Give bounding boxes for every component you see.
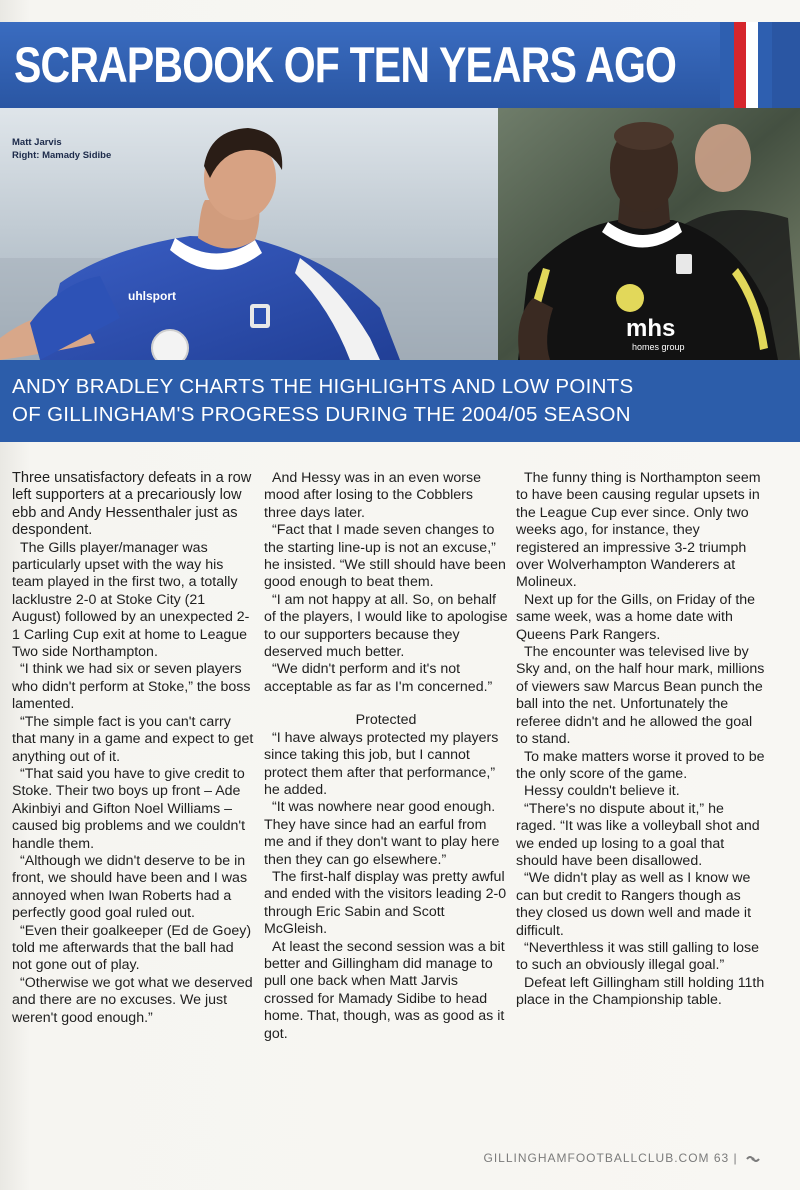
player-illustration-right	[498, 108, 800, 360]
footer-text: GILLINGHAMFOOTBALLCLUB.COM 63 |	[483, 1151, 738, 1165]
lead-paragraph: Three unsatisfactory defeats in a row left supporters at a precariously low ebb and Andy Hessenthaler just as despondent.	[12, 470, 252, 539]
shirt-sponsor-right: mhs	[626, 315, 676, 342]
paragraph: The funny thing is Northampton seem to have been causing regular upsets in the League Cup ever since. Only two weeks ago, for instance, they registered an impressive 3-2 triumph over Wolverhampton Wanderers at Molineux.	[516, 470, 761, 591]
paragraph: The encounter was televised live by Sky and, on the half hour mark, millions of viewers saw Marcus Bean punch the ball into the net. Unfortunately the referee didn't and he allowed the goal to stand.	[516, 644, 765, 748]
paragraph: “We didn't perform and it's not acceptable as far as I'm concerned.”	[264, 661, 493, 695]
paragraph: Hessy couldn't believe it.	[524, 783, 680, 800]
title-banner	[0, 22, 800, 108]
photo-caption	[12, 136, 111, 162]
photo-band	[0, 108, 800, 360]
paragraph: “We didn't play as well as I know we can but credit to Rangers though as they closed us down well and made it difficult.	[516, 870, 752, 939]
paragraph: “It was nowhere near good enough. They have since had an earful from me and if they don't want to play here then they can go elsewhere.”	[264, 799, 500, 868]
subtitle-band	[0, 360, 800, 442]
paragraph: “Although we didn't deserve to be in front, we should have been and I was annoyed when Iwan Roberts had a perfectly good goal ruled out.	[12, 852, 248, 922]
article-column-2	[264, 470, 508, 1043]
paragraph: “That said you have to give credit to Stoke. Their two boys up front – Ade Akinbiyi and Gifton Noel Williams – caused big problems and we couldn't handle them.	[12, 765, 246, 852]
photo-mamady-sidibe	[498, 108, 800, 360]
paragraph: “Even their goalkeeper (Ed de Goey) told me afterwards that the ball had not gone out of play.	[12, 922, 252, 974]
paragraph: At least the second session was a bit better and Gillingham did manage to pull one back when Matt Jarvis crossed for Mamady Sidibe to head home. That, though, was as good as it got.	[264, 938, 505, 1042]
paragraph: “The simple fact is you can't carry that many in a game and expect to get anything out of it.	[12, 713, 254, 765]
paragraph: “I am not happy at all. So, on behalf of the players, I would like to apologise to our supporters because they deserved much better.	[264, 591, 508, 661]
shirt-sponsor-left: uhlsport	[128, 289, 176, 303]
paragraph: “I have always protected my players since taking this job, but I cannot protect them after that performance,” he added.	[264, 729, 499, 798]
photo-matt-jarvis	[0, 108, 498, 360]
paragraph: “There's no dispute about it,” he raged. “It was like a volleyball shot and we ended up losing to a goal that should have been disallowed.	[516, 800, 760, 869]
page-title: SCRAPBOOK OF TEN YEARS AGO	[14, 37, 677, 93]
caption-line-2: Right: Mamady Sidibe	[12, 150, 112, 161]
subtitle-line-1: ANDY BRADLEY CHARTS THE HIGHLIGHTS AND LOW POINTS	[12, 375, 634, 398]
paragraph: The first-half display was pretty awful and ended with the visitors leading 2-0 through Eric Sabin and Scott McGleish.	[264, 868, 507, 938]
paragraph: “Otherwise we got what we deserved and there are no excuses. We just weren't good enough.”	[12, 974, 253, 1026]
paragraph: “Fact that I made seven changes to the starting line-up is not an excuse,” he insisted. “We still should have been good enough to beat them.	[264, 522, 506, 591]
paragraph: Next up for the Gills, on Friday of the same week, was a home date with Queens Park Rangers.	[516, 591, 756, 643]
caption-line-1: Matt Jarvis	[12, 137, 62, 148]
paragraph: “Neverthless it was still galling to lose to such an obviously illegal goal.”	[516, 939, 759, 974]
paragraph: Defeat left Gillingham still holding 11th place in the Championship table.	[516, 974, 765, 1009]
club-logo-icon	[746, 1154, 760, 1164]
club-stripes	[720, 22, 800, 108]
article-column-3	[516, 470, 766, 1010]
shirt-sponsor-right-sub: homes group	[632, 342, 685, 352]
paragraph: To make matters worse it proved to be the only score of the game.	[516, 748, 765, 782]
page-footer	[483, 1151, 760, 1165]
article-column-1	[12, 470, 256, 1027]
paragraph: The Gills player/manager was particularly upset with the way his team played in the first two, a totally lacklustre 2-0 at Stoke City (21 August) followed by an unexpected 2-1 Carling Cup exit at home to League Two side Northampton.	[12, 539, 250, 661]
section-subheading: Protected	[355, 712, 417, 729]
paragraph: “I think we had six or seven players who didn't perform at Stoke,” the boss lamented.	[12, 661, 251, 713]
subtitle-line-2: OF GILLINGHAM'S PROGRESS DURING THE 2004/05 SEASON	[12, 403, 631, 426]
paragraph: And Hessy was in an even worse mood after losing to the Cobblers three days later.	[264, 470, 481, 521]
